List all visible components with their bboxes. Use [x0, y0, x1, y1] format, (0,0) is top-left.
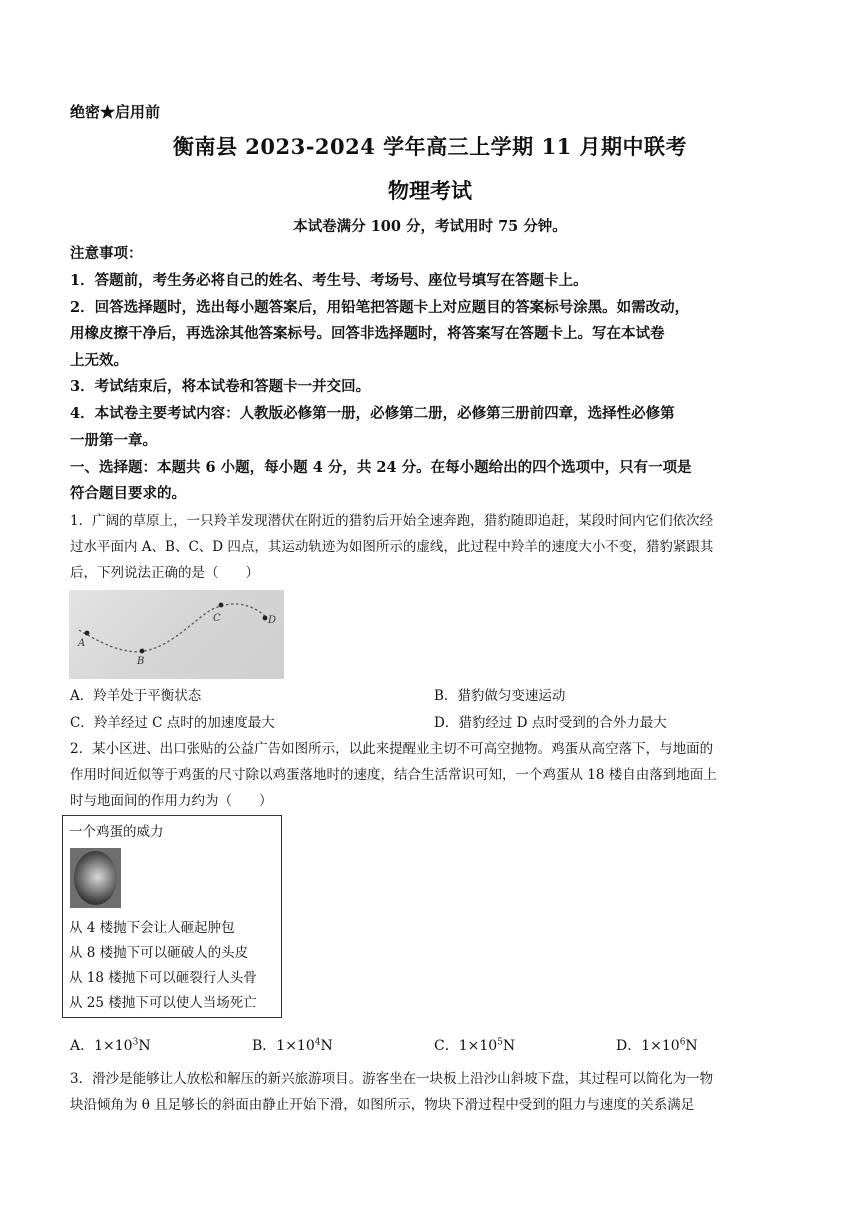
option-a-unit: N: [138, 1038, 151, 1054]
question-1-option-b: B．猎豹做匀变速运动: [434, 688, 566, 704]
poster-line-3: 从 18 楼抛下可以砸裂行人头骨: [69, 970, 257, 986]
option-c-prefix: C．: [434, 1038, 459, 1054]
option-c-unit: N: [502, 1038, 516, 1054]
egg-icon: [74, 851, 117, 905]
question-3-line-2: 块沿倾角为 θ 且足够长的斜面由静止开始下滑，如图所示，物块下滑过程中受到的阻力与速度的关系满足: [70, 1097, 695, 1113]
section-1-heading-line-1: 一、选择题：本题共 6 小题，每小题 4 分，共 24 分。在每小题给出的四个选项中，只有一项是: [70, 459, 692, 476]
question-2-option-b: [252, 1035, 333, 1055]
point-a: [85, 631, 90, 636]
option-a-exponent: 3: [132, 1037, 139, 1048]
point-b: [140, 649, 145, 654]
question-1-line-1: 1．广阔的草原上，一只羚羊发现潜伏在附近的猎豹后开始全速奔跑，猎豹随即追赶，某段时间内它们依次经: [70, 513, 714, 529]
question-2-line-1: 2．某小区进、出口张贴的公益广告如图所示，以此来提醒业主切不可高空抛物。鸡蛋从高空落下，与地面的: [70, 741, 714, 757]
poster-line-4: 从 25 楼抛下可以使人当场死亡: [69, 995, 257, 1011]
trajectory-path: [79, 604, 265, 652]
note-item-2-line-1: 2．回答选择题时，选出每小题答案后，用铅笔把答题卡上对应题目的答案标号涂黑。如需改动，: [70, 299, 690, 316]
question-2-line-3: 时与地面间的作用力约为（ ）: [70, 793, 273, 809]
option-a-prefix: A．: [70, 1038, 95, 1054]
question-1-option-c: C．羚羊经过 C 点时的加速度最大: [70, 715, 275, 731]
option-d-prefix: D．: [616, 1038, 642, 1054]
option-b-base: 1×10: [276, 1038, 315, 1054]
trajectory-figure: [69, 590, 284, 679]
note-item-1: 1．答题前，考生务必将自己的姓名、考生号、考场号、座位号填写在答题卡上。: [70, 272, 588, 289]
option-d-exponent: 6: [679, 1037, 686, 1048]
poster-line-1: 从 4 楼抛下会让人砸起肿包: [69, 920, 235, 936]
exam-info: 本试卷满分 100 分，考试用时 75 分钟。: [293, 218, 567, 235]
question-2-option-a: [70, 1035, 151, 1055]
option-d-base: 1×10: [641, 1038, 680, 1054]
option-b-prefix: B．: [252, 1038, 277, 1054]
note-item-2-line-2: 用橡皮擦干净后，再选涂其他答案标号。回答非选择题时，将答案写在答题卡上。写在本试卷: [70, 325, 665, 342]
secret-label: 绝密★启用前: [70, 103, 161, 121]
note-item-2-line-3: 上无效。: [70, 352, 128, 369]
option-d-unit: N: [685, 1038, 698, 1054]
label-d: D: [268, 615, 277, 626]
question-2-option-c: [434, 1035, 515, 1055]
question-3-line-1: 3．滑沙是能够让人放松和解压的新兴旅游项目。游客坐在一块板上沿沙山斜坡下盘，其过程可以简化为一物: [70, 1071, 714, 1087]
egg-photo: [70, 848, 121, 908]
point-c: [219, 603, 224, 608]
question-1-option-a: A．羚羊处于平衡状态: [70, 688, 202, 704]
note-item-3: 3．考试结束后，将本试卷和答题卡一并交回。: [70, 378, 371, 395]
option-c-exponent: 5: [497, 1037, 503, 1048]
question-1-option-d: D．猎豹经过 D 点时受到的合外力最大: [434, 715, 667, 731]
question-2-line-2: 作用时间近似等于鸡蛋的尺寸除以鸡蛋落地时的速度，结合生活常识可知，一个鸡蛋从 18 楼自由落到地面上: [70, 767, 717, 783]
point-d: [263, 616, 268, 621]
question-2-option-d: [616, 1035, 698, 1055]
poster-title: 一个鸡蛋的威力: [69, 824, 164, 840]
option-c-base: 1×10: [458, 1038, 498, 1054]
exam-subject: 物理考试: [388, 178, 472, 203]
poster-line-2: 从 8 楼抛下可以砸破人的头皮: [69, 945, 249, 961]
exam-title: 衡南县 2023-2024 学年高三上学期 11 月期中联考: [172, 134, 688, 159]
egg-poster: [62, 815, 282, 1018]
notes-heading: 注意事项：: [70, 245, 143, 262]
note-item-4-line-1: 4．本试卷主要考试内容：人教版必修第一册，必修第二册，必修第三册前四章，选择性必修第: [70, 405, 675, 422]
question-1-line-2: 过水平面内 A、B、C、D 四点，其运动轨迹为如图所示的虚线，此过程中羚羊的速度大小不变，猎豹紧跟其: [70, 539, 714, 555]
label-b: B: [137, 656, 145, 667]
trajectory-path-svg: [69, 590, 284, 679]
option-b-unit: N: [320, 1038, 333, 1054]
section-1-heading-line-2: 符合题目要求的。: [70, 485, 186, 502]
option-a-base: 1×10: [94, 1038, 133, 1054]
label-a: A: [78, 638, 86, 649]
question-1-line-3: 后，下列说法正确的是（ ）: [70, 565, 259, 581]
label-c: C: [213, 613, 221, 624]
option-b-exponent: 4: [314, 1037, 321, 1048]
note-item-4-line-2: 一册第一章。: [70, 432, 157, 449]
